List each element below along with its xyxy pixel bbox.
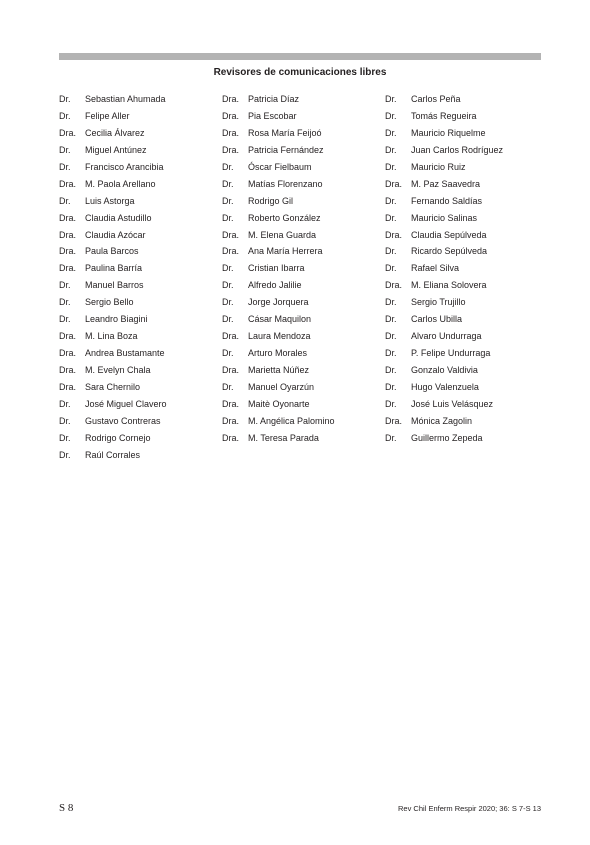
reviewer-name: M. Paola Arellano bbox=[85, 178, 156, 189]
reviewer-name: Paula Barcos bbox=[85, 246, 139, 257]
reviewer-title: Dr. bbox=[222, 161, 234, 172]
reviewer-name: Pia Escobar bbox=[248, 110, 297, 121]
reviewer-name: Laura Mendoza bbox=[248, 331, 311, 342]
reviewer-entry bbox=[59, 128, 219, 145]
reviewer-entry bbox=[385, 246, 545, 263]
reviewer-entry bbox=[59, 230, 219, 247]
reviewer-entry bbox=[222, 314, 382, 331]
reviewer-title: Dr. bbox=[385, 348, 397, 359]
reviewer-name: Ana María Herrera bbox=[248, 246, 323, 257]
reviewer-entry bbox=[222, 111, 382, 128]
reviewer-entry bbox=[59, 382, 219, 399]
reviewer-title: Dra. bbox=[222, 415, 240, 426]
reviewer-name: Francisco Arancibia bbox=[85, 161, 164, 172]
reviewer-title: Dr. bbox=[385, 297, 397, 308]
reviewer-entry bbox=[222, 331, 382, 348]
reviewer-entry bbox=[222, 128, 382, 145]
reviewer-entry bbox=[385, 331, 545, 348]
reviewer-title: Dra. bbox=[222, 331, 240, 342]
reviewer-name: M. Angélica Palomino bbox=[248, 415, 335, 426]
reviewer-name: Manuel Oyarzún bbox=[248, 381, 315, 392]
reviewer-title: Dr. bbox=[385, 144, 397, 155]
reviewer-entry bbox=[59, 348, 219, 365]
reviewer-title: Dra. bbox=[59, 246, 77, 257]
reviewer-name: Rodrigo Cornejo bbox=[85, 432, 151, 443]
reviewer-name: Rafael Silva bbox=[411, 263, 460, 274]
reviewer-title: Dr. bbox=[59, 280, 71, 291]
reviewer-entry bbox=[222, 94, 382, 111]
reviewer-title: Dr. bbox=[59, 144, 71, 155]
reviewer-title: Dr. bbox=[385, 212, 397, 223]
reviewer-name: Gonzalo Valdivia bbox=[411, 365, 478, 375]
reviewer-title: Dr. bbox=[385, 381, 397, 392]
reviewer-entry bbox=[222, 433, 382, 450]
reviewer-entry bbox=[385, 162, 545, 179]
reviewer-title: Dr. bbox=[385, 161, 397, 172]
reviewer-title: Dr. bbox=[222, 195, 234, 206]
reviewer-name: Claudia Astudillo bbox=[85, 212, 152, 223]
reviewer-title: Dr. bbox=[59, 314, 71, 325]
reviewer-entry bbox=[222, 263, 382, 280]
reviewer-name: Paulina Barría bbox=[85, 263, 143, 274]
reviewer-name: Mónica Zagolin bbox=[411, 415, 473, 426]
reviewer-entry bbox=[59, 162, 219, 179]
page-number: S 8 bbox=[59, 802, 74, 814]
reviewer-name: Rodrigo Gil bbox=[248, 195, 294, 206]
reviewer-entry bbox=[59, 145, 219, 162]
reviewer-entry bbox=[59, 246, 219, 263]
reviewer-name: Sara Chernilo bbox=[85, 381, 141, 392]
reviewer-title: Dra. bbox=[59, 127, 77, 138]
reviewer-name: Cecilia Álvarez bbox=[85, 127, 145, 138]
reviewer-name: Marietta Núñez bbox=[248, 365, 310, 375]
reviewer-name: Alfredo Jalilie bbox=[248, 280, 302, 291]
reviewer-title: Dra. bbox=[59, 365, 77, 375]
reviewer-title: Dr. bbox=[385, 314, 397, 325]
reviewer-entry bbox=[385, 230, 545, 247]
reviewer-name: Miguel Antúnez bbox=[85, 144, 147, 155]
reviewer-name: Sergio Bello bbox=[85, 297, 134, 308]
reviewer-entry bbox=[59, 263, 219, 280]
reviewer-entry bbox=[59, 196, 219, 213]
reviewer-title: Dr. bbox=[222, 263, 234, 274]
reviewer-name: Felipe Aller bbox=[85, 110, 130, 121]
reviewer-entry bbox=[59, 331, 219, 348]
reviewer-entry bbox=[222, 230, 382, 247]
reviewer-entry bbox=[222, 365, 382, 382]
reviewer-title: Dra. bbox=[222, 432, 240, 443]
reviewer-title: Dr. bbox=[385, 246, 397, 257]
reviewer-name: Claudia Sepúlveda bbox=[411, 229, 487, 240]
reviewer-entry bbox=[222, 162, 382, 179]
reviewer-title: Dra. bbox=[59, 229, 77, 240]
reviewer-name: Maitè Oyonarte bbox=[248, 398, 310, 409]
reviewer-entry bbox=[385, 111, 545, 128]
reviewer-entry bbox=[222, 399, 382, 416]
reviewer-name: Mauricio Salinas bbox=[411, 212, 478, 223]
reviewer-title: Dr. bbox=[59, 161, 71, 172]
reviewer-name: Rosa María Feijoó bbox=[248, 127, 322, 138]
reviewer-title: Dr. bbox=[385, 94, 397, 104]
reviewer-title: Dr. bbox=[385, 110, 397, 121]
reviewer-name: Andrea Bustamante bbox=[85, 348, 165, 359]
reviewer-name: Mauricio Riquelme bbox=[411, 127, 486, 138]
reviewer-title: Dra. bbox=[222, 110, 240, 121]
reviewer-name: Fernando Saldías bbox=[411, 195, 483, 206]
reviewer-name: Gustavo Contreras bbox=[85, 415, 161, 426]
reviewer-title: Dra. bbox=[222, 365, 240, 375]
reviewer-title: Dr. bbox=[59, 398, 71, 409]
reviewer-column-1 bbox=[59, 94, 219, 467]
reviewer-entry bbox=[59, 365, 219, 382]
reviewer-name: Cristian Ibarra bbox=[248, 263, 305, 274]
reviewer-entry bbox=[385, 297, 545, 314]
reviewer-name: Sebastian Ahumada bbox=[85, 94, 166, 104]
reviewer-name: Raúl Corrales bbox=[85, 449, 141, 460]
reviewer-name: Leandro Biagini bbox=[85, 314, 148, 325]
reviewer-title: Dra. bbox=[59, 381, 77, 392]
reviewer-entry bbox=[222, 280, 382, 297]
reviewer-entry bbox=[385, 399, 545, 416]
reviewer-name: Óscar Fielbaum bbox=[248, 161, 312, 172]
reviewer-name: José Miguel Clavero bbox=[85, 398, 167, 409]
reviewer-title: Dra. bbox=[59, 212, 77, 223]
reviewer-entry bbox=[385, 280, 545, 297]
reviewer-name: M. Lina Boza bbox=[85, 331, 138, 342]
reviewer-name: Carlos Peña bbox=[411, 94, 461, 104]
reviewer-entry bbox=[385, 365, 545, 382]
reviewer-name: Mauricio Ruiz bbox=[411, 161, 466, 172]
reviewer-title: Dr. bbox=[222, 280, 234, 291]
reviewer-title: Dr. bbox=[222, 381, 234, 392]
reviewer-title: Dra. bbox=[59, 263, 77, 274]
reviewer-title: Dra. bbox=[385, 229, 403, 240]
reviewer-name: Matías Florenzano bbox=[248, 178, 323, 189]
reviewer-entry bbox=[385, 382, 545, 399]
reviewer-name: Tomás Regueira bbox=[411, 110, 477, 121]
reviewer-title: Dr. bbox=[59, 415, 71, 426]
reviewer-entry bbox=[222, 145, 382, 162]
reviewer-title: Dr. bbox=[222, 297, 234, 308]
reviewer-name: Sergio Trujillo bbox=[411, 297, 466, 308]
reviewer-title: Dr. bbox=[385, 263, 397, 274]
reviewer-entry bbox=[222, 196, 382, 213]
reviewer-name: M. Teresa Parada bbox=[248, 432, 319, 443]
reviewer-title: Dra. bbox=[385, 178, 403, 189]
reviewer-name: M. Paz Saavedra bbox=[411, 178, 481, 189]
reviewer-entry bbox=[222, 416, 382, 433]
reviewer-title: Dr. bbox=[222, 314, 234, 325]
reviewer-title: Dr. bbox=[59, 110, 71, 121]
reviewer-title: Dr. bbox=[385, 331, 397, 342]
reviewer-entry bbox=[222, 348, 382, 365]
reviewer-title: Dr. bbox=[385, 365, 397, 375]
reviewer-title: Dr. bbox=[385, 432, 397, 443]
reviewer-entry bbox=[59, 433, 219, 450]
reviewer-title: Dra. bbox=[222, 94, 240, 104]
reviewer-title: Dr. bbox=[59, 195, 71, 206]
reviewer-title: Dra. bbox=[59, 348, 77, 359]
reviewer-title: Dr. bbox=[385, 195, 397, 206]
reviewer-title: Dr. bbox=[59, 297, 71, 308]
reviewer-title: Dra. bbox=[222, 398, 240, 409]
reviewer-entry bbox=[59, 297, 219, 314]
reviewer-name: Jorge Jorquera bbox=[248, 297, 309, 308]
journal-citation: Rev Chil Enferm Respir 2020; 36: S 7-S 13 bbox=[398, 804, 541, 813]
reviewer-entry bbox=[385, 179, 545, 196]
reviewer-title: Dr. bbox=[222, 212, 234, 223]
reviewer-entry bbox=[59, 179, 219, 196]
reviewer-entry bbox=[59, 450, 219, 467]
reviewer-name: Carlos Ubilla bbox=[411, 314, 463, 325]
reviewer-title: Dr. bbox=[59, 432, 71, 443]
reviewer-entry bbox=[59, 416, 219, 433]
reviewer-entry bbox=[222, 179, 382, 196]
reviewer-entry bbox=[385, 94, 545, 111]
reviewer-name: Luis Astorga bbox=[85, 195, 135, 206]
reviewer-title: Dra. bbox=[222, 127, 240, 138]
reviewer-title: Dr. bbox=[59, 449, 71, 460]
reviewer-name: M. Eliana Solovera bbox=[411, 280, 487, 291]
reviewer-title: Dra. bbox=[59, 331, 77, 342]
reviewer-title: Dra. bbox=[59, 178, 77, 189]
reviewer-entry bbox=[385, 433, 545, 450]
reviewer-name: Manuel Barros bbox=[85, 280, 144, 291]
reviewer-entry bbox=[385, 213, 545, 230]
reviewer-entry bbox=[385, 314, 545, 331]
reviewer-entry bbox=[222, 382, 382, 399]
reviewer-name: José Luis Velásquez bbox=[411, 398, 494, 409]
reviewer-entry bbox=[222, 213, 382, 230]
reviewer-name: Hugo Valenzuela bbox=[411, 381, 479, 392]
reviewer-name: Roberto González bbox=[248, 212, 321, 223]
reviewer-title: Dra. bbox=[222, 144, 240, 155]
reviewer-title: Dr. bbox=[222, 348, 234, 359]
reviewer-entry bbox=[385, 145, 545, 162]
reviewer-column-2 bbox=[222, 94, 382, 450]
reviewer-name: P. Felipe Undurraga bbox=[411, 348, 491, 359]
reviewer-entry bbox=[385, 196, 545, 213]
reviewer-entry bbox=[385, 128, 545, 145]
reviewer-title: Dr. bbox=[385, 127, 397, 138]
reviewer-title: Dra. bbox=[385, 415, 403, 426]
reviewer-name: M. Evelyn Chala bbox=[85, 365, 151, 375]
reviewer-name: Ricardo Sepúlveda bbox=[411, 246, 488, 257]
top-rule bbox=[59, 53, 541, 60]
reviewer-name: M. Elena Guarda bbox=[248, 229, 317, 240]
reviewer-entry bbox=[385, 348, 545, 365]
reviewer-name: Claudia Azócar bbox=[85, 229, 146, 240]
reviewer-name: Patricia Fernández bbox=[248, 144, 324, 155]
reviewer-entry bbox=[59, 94, 219, 111]
reviewer-entry bbox=[59, 111, 219, 128]
page-title: Revisores de comunicaciones libres bbox=[213, 67, 387, 78]
reviewer-name: Guillermo Zepeda bbox=[411, 432, 483, 443]
reviewer-entry bbox=[59, 399, 219, 416]
reviewer-name: Juan Carlos Rodríguez bbox=[411, 144, 504, 155]
reviewer-column-3 bbox=[385, 94, 545, 450]
reviewer-title: Dr. bbox=[222, 178, 234, 189]
reviewer-entry bbox=[222, 246, 382, 263]
reviewer-title: Dra. bbox=[385, 280, 403, 291]
reviewer-title: Dr. bbox=[59, 94, 71, 104]
reviewer-entry bbox=[385, 263, 545, 280]
reviewer-title: Dra. bbox=[222, 229, 240, 240]
reviewer-entry bbox=[59, 280, 219, 297]
reviewer-title: Dra. bbox=[222, 246, 240, 257]
reviewer-name: Cásar Maquilon bbox=[248, 314, 312, 325]
reviewer-name: Arturo Morales bbox=[248, 348, 308, 359]
reviewer-entry bbox=[385, 416, 545, 433]
reviewer-entry bbox=[222, 297, 382, 314]
reviewer-title: Dr. bbox=[385, 398, 397, 409]
reviewer-name: Patricia Díaz bbox=[248, 94, 300, 104]
reviewer-entry bbox=[59, 314, 219, 331]
reviewer-name: Alvaro Undurraga bbox=[411, 331, 482, 342]
reviewer-entry bbox=[59, 213, 219, 230]
